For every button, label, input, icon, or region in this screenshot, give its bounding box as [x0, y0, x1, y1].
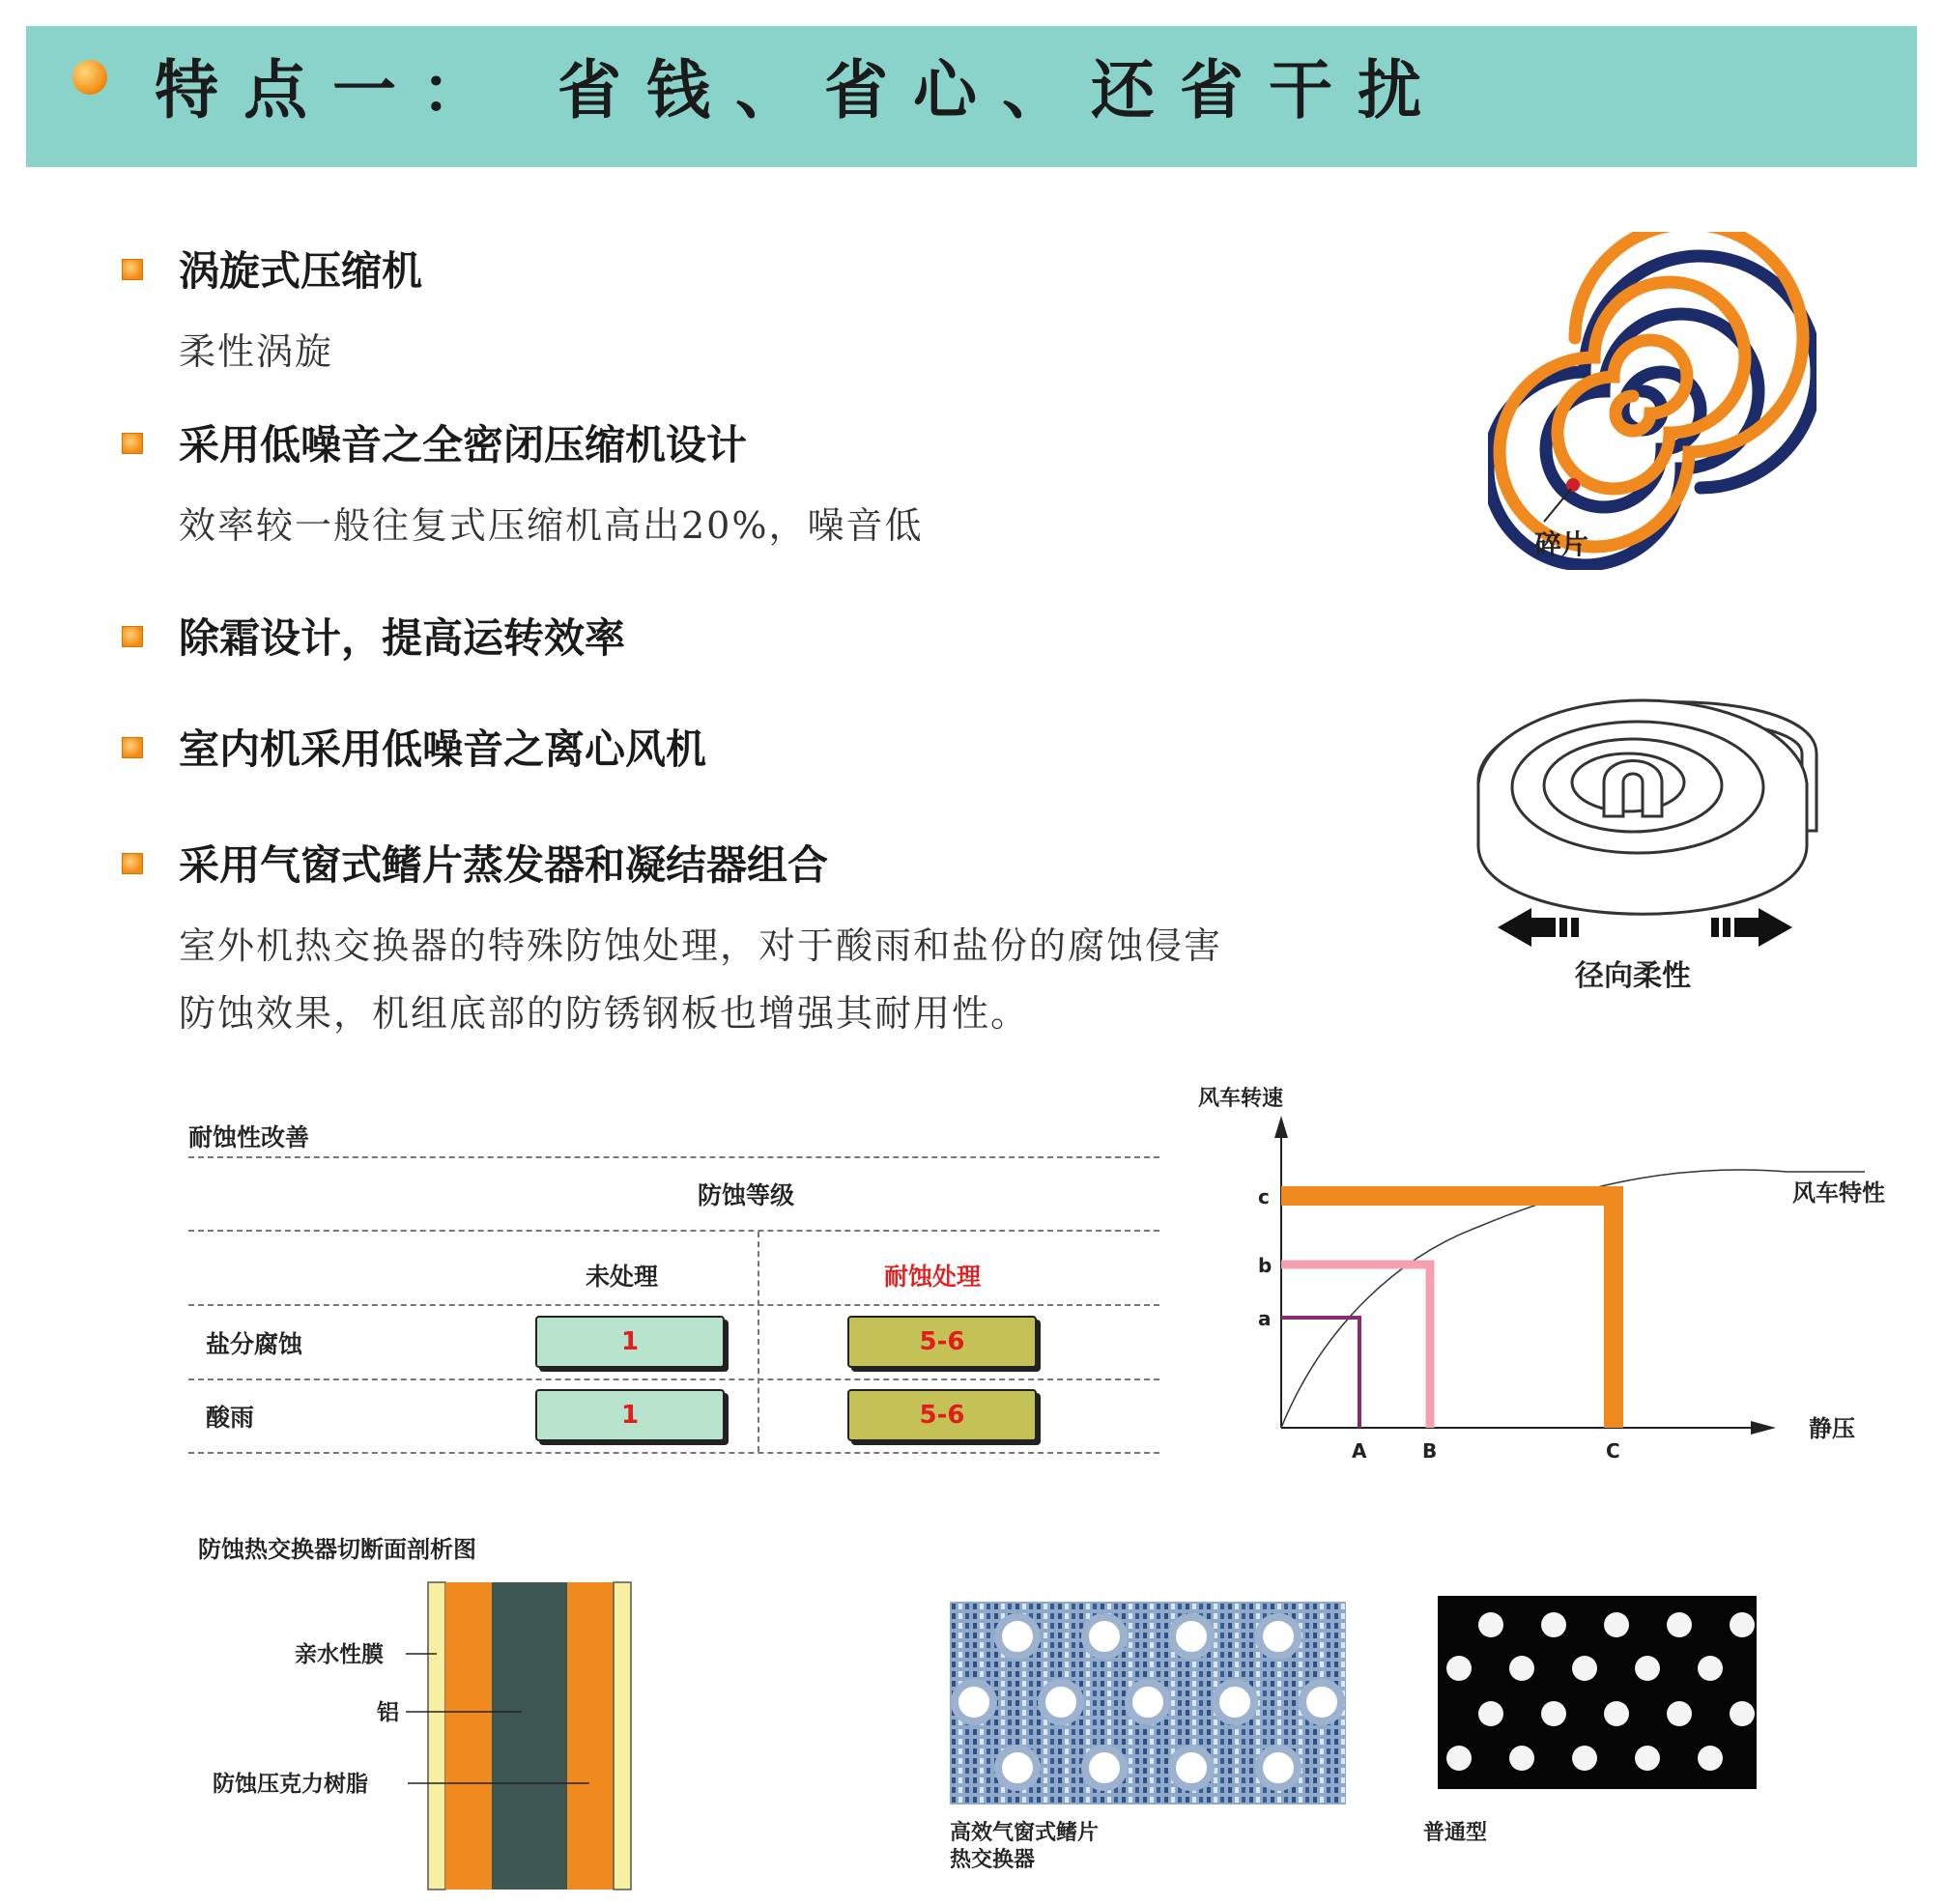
corrosion-table-title: 耐蚀性改善 [188, 1123, 310, 1151]
x-tick-c: C [1606, 1439, 1620, 1463]
operating-line-a [1281, 1318, 1359, 1428]
fan-curve-label: 风车特性 [1792, 1179, 1885, 1207]
row-label-salt: 盐分腐蚀 [206, 1330, 303, 1358]
feature-subtitle-5-line-1: 室外机热交换器的特殊防蚀处理，对于酸雨和盐份的腐蚀侵害 [179, 924, 1223, 967]
page-title: 特点一： 省钱、省心、还省干扰 [155, 53, 1446, 128]
resin-layer-left [445, 1582, 492, 1890]
y-tick-c: c [1258, 1185, 1270, 1208]
cross-section-label-film: 亲水性膜 [295, 1642, 384, 1667]
table-divider [188, 1452, 1159, 1454]
y-tick-a: a [1258, 1307, 1272, 1330]
operating-line-c [1281, 1196, 1614, 1428]
column-header-untreated: 未处理 [586, 1263, 659, 1291]
acid-untreated-grade: 1 [535, 1389, 725, 1441]
cross-section-label-aluminum: 铝 [377, 1700, 399, 1725]
bullet-icon [122, 259, 143, 280]
louver-fin-caption-line-1: 高效气窗式鳍片 [950, 1821, 1100, 1845]
operating-line-b [1281, 1265, 1430, 1428]
aluminum-core [492, 1582, 567, 1890]
y-tick-b: b [1258, 1254, 1273, 1277]
row-label-acid-rain: 酸雨 [206, 1404, 255, 1432]
louver-fin-caption-line-2: 热交换器 [950, 1848, 1036, 1872]
column-header-treated: 耐蚀处理 [884, 1263, 982, 1291]
x-tick-a: A [1352, 1439, 1367, 1463]
salt-untreated-grade: 1 [535, 1316, 725, 1368]
salt-treated-grade: 5-6 [847, 1316, 1037, 1368]
cross-section-label-resin: 防蚀压克力树脂 [213, 1772, 368, 1797]
standard-fin-photo [1438, 1596, 1757, 1789]
hydrophilic-film-right [614, 1582, 631, 1890]
arrow-left-icon [1498, 908, 1556, 947]
fan-chart-x-label: 静压 [1809, 1415, 1855, 1442]
feature-title-2: 采用低噪音之全密闭压缩机设计 [179, 421, 748, 469]
header-bullet-icon [72, 60, 107, 95]
hydrophilic-film-left [428, 1582, 445, 1890]
feature-title-1: 涡旋式压缩机 [179, 247, 423, 295]
feature-title-5: 采用气窗式鳍片蒸发器和凝结器组合 [179, 841, 829, 889]
feature-subtitle-5-line-2: 防蚀效果，机组底部的防锈钢板也增强其耐用性。 [179, 992, 1030, 1035]
resin-layer-right [567, 1582, 614, 1890]
bullet-icon [122, 853, 143, 874]
feature-subtitle-1: 柔性涡旋 [179, 330, 334, 373]
scroll-label: 碎片 [1534, 528, 1589, 560]
bullet-icon [122, 433, 143, 454]
corrosion-group-header: 防蚀等级 [698, 1181, 795, 1209]
feature-title-4: 室内机采用低噪音之离心风机 [179, 725, 707, 773]
fan-characteristic-chart [1188, 1072, 1923, 1478]
table-divider [188, 1378, 1159, 1380]
scroll-spiral-illustration [1488, 232, 1816, 570]
fan-chart-y-label: 风车转速 [1198, 1087, 1284, 1111]
standard-fin-caption: 普通型 [1423, 1821, 1488, 1845]
cross-section-diagram [203, 1575, 657, 1893]
x-axis-arrow-icon [1751, 1421, 1776, 1435]
feature-title-3: 除霜设计，提高运转效率 [179, 614, 626, 662]
bullet-icon [122, 626, 143, 647]
radial-label: 径向柔性 [1575, 959, 1691, 993]
table-divider [188, 1156, 1159, 1158]
x-tick-b: B [1422, 1439, 1438, 1463]
table-divider [188, 1304, 1159, 1306]
y-axis-arrow-icon [1274, 1116, 1288, 1138]
cross-section-title: 防蚀热交换器切断面剖析图 [198, 1536, 476, 1563]
arrow-right-icon [1734, 908, 1792, 947]
fragment-pointer-line [1544, 489, 1571, 522]
radial-compliance-illustration [1459, 647, 1836, 1005]
acid-treated-grade: 5-6 [847, 1389, 1037, 1441]
fragment-dot-icon [1566, 478, 1580, 492]
louver-fin-photo [950, 1602, 1346, 1805]
feature-subtitle-2: 效率较一般往复式压缩机高出20%，噪音低 [179, 504, 924, 547]
bullet-icon [122, 737, 143, 758]
table-column-divider [758, 1232, 759, 1452]
fan-characteristic-curve [1281, 1170, 1865, 1428]
table-divider [188, 1230, 1159, 1232]
